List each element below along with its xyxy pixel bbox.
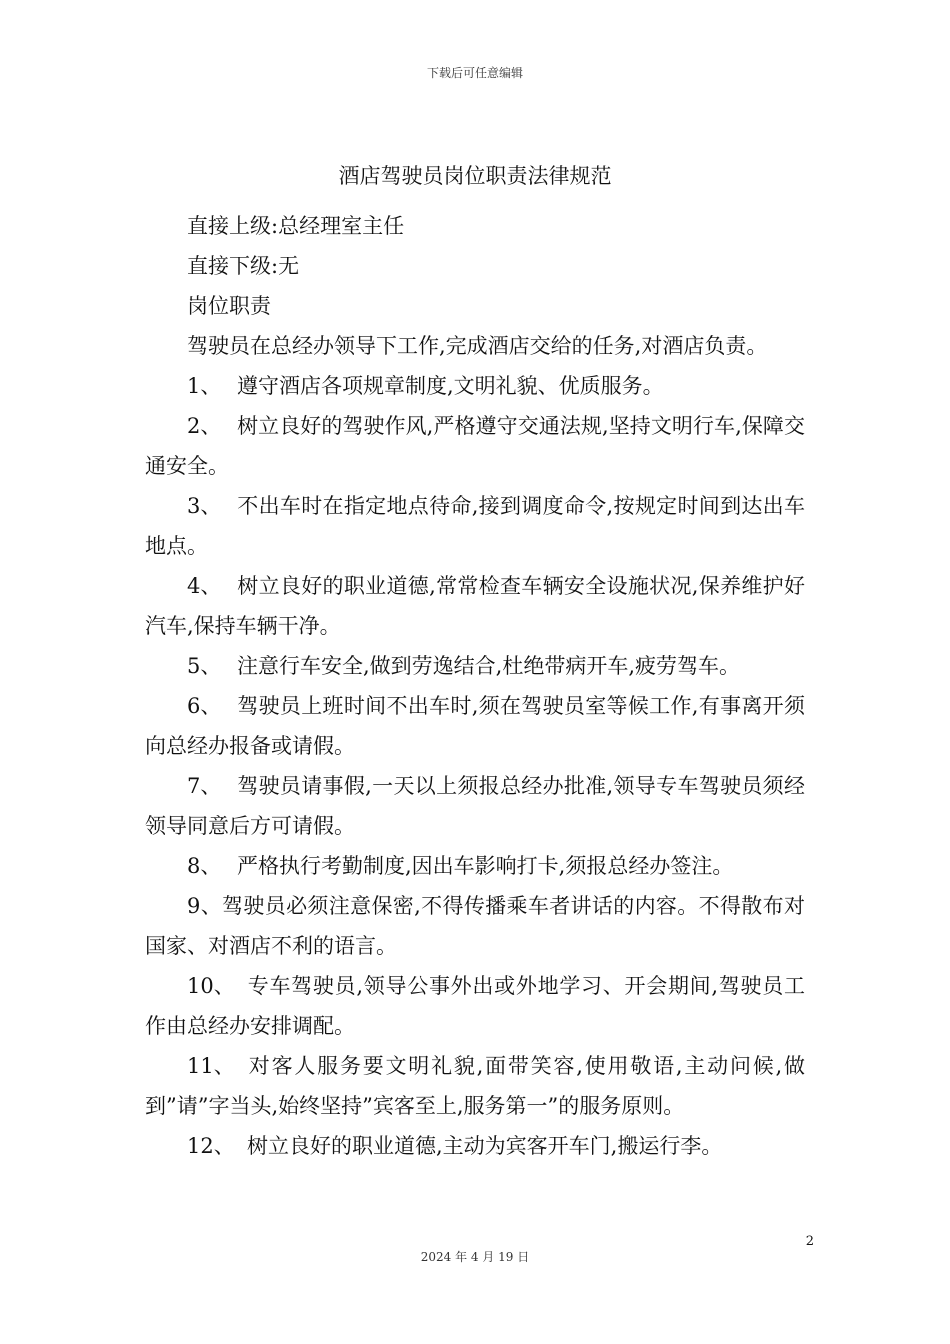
document-title: 酒店驾驶员岗位职责法律规范 [338,164,612,188]
list-item [145,406,805,486]
item-number: 6、 [187,694,222,718]
section-heading: 岗位职责 [187,294,271,318]
item-number: 12、 [187,1134,235,1158]
page-footer-date: 2024 年 4 月 19 日 [420,1250,530,1264]
list-item [145,846,805,886]
item-number: 1、 [187,374,222,398]
item-number: 8、 [187,854,222,878]
item-number: 3、 [187,494,222,518]
item-number: 4、 [187,574,222,598]
list-item [145,686,805,766]
item-text: 驾驶员上班时间不出车时,须在驾驶员室等候工作,有事离开须向总经办报备或请假。 [145,694,805,758]
item-text: 专车驾驶员,领导公事外出或外地学习、开会期间,驾驶员工作由总经办安排调配。 [145,974,805,1038]
item-text: 不出车时在指定地点待命,接到调度命令,按规定时间到达出车地点。 [145,494,805,558]
item-text: 树立良好的驾驶作风,严格遵守交通法规,坚持文明行车,保障交通安全。 [145,414,805,478]
item-number: 10、 [187,974,235,998]
item-text: 严格执行考勤制度,因出车影响打卡,须报总经办签注。 [237,854,734,878]
list-item [145,766,805,846]
item-text: 树立良好的职业道德,常常检查车辆安全设施状况,保养维护好汽车,保持车辆干净。 [145,574,805,638]
item-number: 11、 [187,1054,235,1078]
item-number: 7、 [187,774,222,798]
item-number: 5、 [187,654,222,678]
list-item [145,366,805,406]
item-number: 2、 [187,414,222,438]
list-item [145,486,805,566]
item-text: 树立良好的职业道德,主动为宾客开车门,搬运行李。 [247,1134,723,1158]
intro-paragraph: 驾驶员在总经办领导下工作,完成酒店交给的任务,对酒店负责。 [187,334,768,358]
list-item [145,1126,805,1166]
item-text: 注意行车安全,做到劳逸结合,杜绝带病开车,疲劳驾车。 [237,654,741,678]
item-text: 驾驶员必须注意保密,不得传播乘车者讲话的内容。不得散布对国家、对酒店不利的语言。 [145,894,805,958]
item-text: 遵守酒店各项规章制度,文明礼貌、优质服务。 [237,374,664,398]
list-item [145,966,805,1046]
list-item [145,886,805,966]
item-text: 对客人服务要文明礼貌,面带笑容,使用敬语,主动问候,做到”请”字当头,始终坚持”宾客至上,服务第一”的服务原则。 [145,1054,805,1118]
page-number: 2 [805,1234,814,1249]
list-item [145,1046,805,1126]
superior-line: 直接上级:总经理室主任 [187,214,405,238]
item-number: 9、 [187,894,223,918]
item-text: 驾驶员请事假,一天以上须报总经办批准,领导专车驾驶员须经领导同意后方可请假。 [145,774,805,838]
document-body [145,206,805,1166]
list-item [145,566,805,646]
subordinate-line: 直接下级:无 [187,254,300,278]
list-item [145,646,805,686]
page-header: 下载后可任意编辑 [426,66,523,80]
